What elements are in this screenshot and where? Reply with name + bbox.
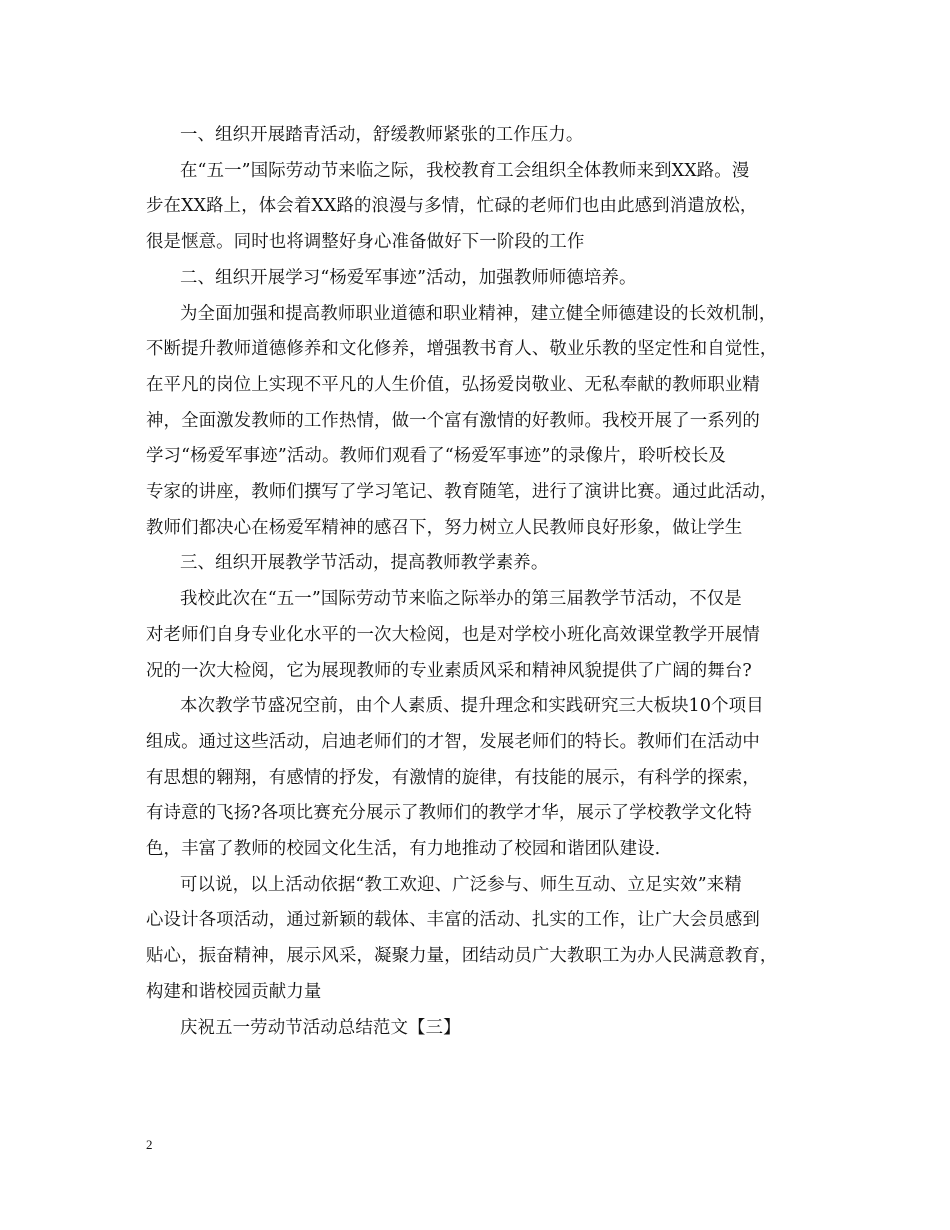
paragraph-festival-details: 本次教学节盛况空前，由个人素质、提升理念和实践研究三大板块10个项目 组成。通过这些活动，启迪老师们的才智，发展老师们的特长。教师们在活动中 有思想的翱翔，有感情的抒发，有激情的旋律，有技能的展示，有科学的探索， 有诗意的飞扬?各项比赛充分展示了教师们的教学才华，展示了学校教学文化特 色，丰富了教师的校园文化生活，有力地推动了校园和谐团队建设. [146,696,764,860]
paragraph-spring-outing: 在“五一”国际劳动节来临之际，我校教育工会组织全体教师来到XX路。漫 步在XX路上，体会着XX路的浪漫与多情，忙碌的老师们也由此感到消遣放松， 很是惬意。同时也将调整好身心准备做好下一阶段的工作 [146,160,758,253]
heading-section-two: 二、组织开展学习“杨爱军事迹”活动，加强教师师德培养。 [180,267,637,288]
heading-sample-three: 庆祝五一劳动节活动总结范文【三】 [180,1017,461,1038]
paragraph-conclusion: 可以说，以上活动依据“教工欢迎、广泛参与、师生互动、立足实效”来精 心设计各项活动，通过新颖的载体、丰富的活动、扎实的工作，让广大会员感到 贴心，振奋精神，展示风采，凝聚力量，团结动员广大教职工为办人民满意教育， 构建和谐校园贡献力量 [146,874,778,1002]
paragraph-teacher-ethics: 为全面加强和提高教师职业道德和职业精神，建立健全师德建设的长效机制， 不断提升教师道德修养和文化修养，增强教书育人、敬业乐教的坚定性和自觉性， 在平凡的岗位上实现不平凡的人生价值，弘扬爱岗敬业、无私奉献的教师职业精 神，全面激发教师的工作热情，做一个富有激情的好教师。我校开展了一系列的 学习“杨爱军事迹”活动。教师们观看了“杨爱军事迹”的录像片，聆听校长及 专家的讲座，教师们撰写了学习笔记、教育随笔，进行了演讲比赛。通过此活动， 教师们都决心在杨爱军精神的感召下，努力树立人民教师良好形象，做让学生 [146,303,778,538]
page-number: 2 [146,1137,153,1152]
heading-section-three: 三、组织开展教学节活动，提高教师教学素养。 [180,553,549,574]
heading-section-one: 一、组织开展踏青活动，舒缓教师紧张的工作压力。 [180,125,584,145]
document-body [146,118,806,1046]
paragraph-teaching-festival: 我校此次在“五一”国际劳动节来临之际举办的第三届教学节活动，不仅是 对老师们自身专业化水平的一次大检阅，也是对学校小班化高效课堂教学开展情 况的一次大检阅，它为展现教师的专业素质风采和精神风貌提供了广阔的舞台? [146,589,760,681]
